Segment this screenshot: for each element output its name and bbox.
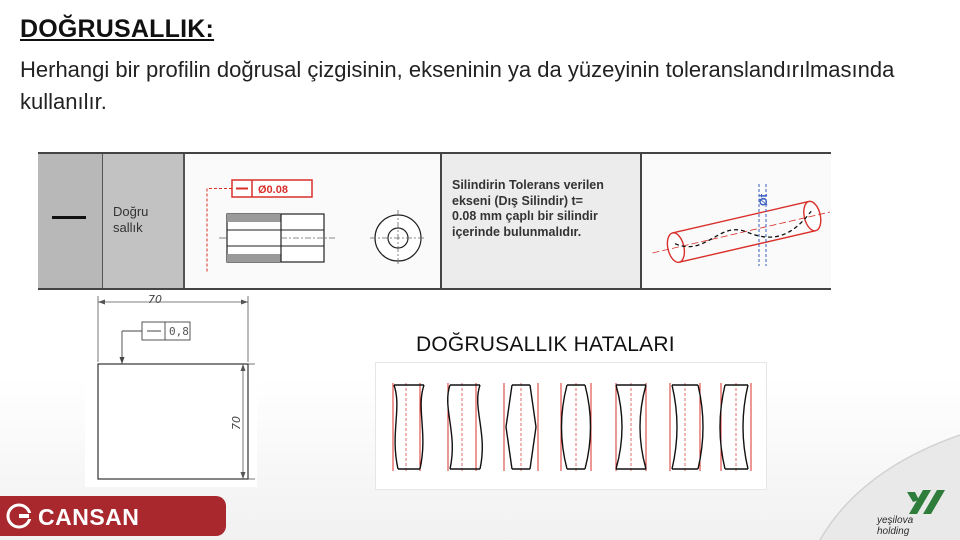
cansan-logo-text: CANSAN — [38, 504, 140, 530]
shaft-drawing — [185, 154, 442, 288]
drawing-cell — [185, 154, 442, 288]
straightness-symbol-icon — [52, 216, 86, 219]
symbol-name-cell — [103, 154, 185, 288]
description-cell — [442, 154, 642, 288]
dimension-side: 70 — [230, 416, 243, 430]
cansan-emblem-icon — [6, 503, 34, 529]
error-profile-1 — [393, 383, 424, 471]
error-profile-7 — [720, 383, 751, 471]
error-profile-3 — [504, 383, 538, 471]
yesilova-logo-text: yeşilova holding — [877, 515, 914, 537]
tolerance-table — [38, 152, 831, 290]
cylinder-cell — [642, 154, 831, 288]
error-profile-5 — [616, 383, 646, 471]
symbol-name: Doğru sallık — [113, 204, 149, 235]
tolerance-value: 0,8 — [169, 325, 189, 338]
error-profile-6 — [670, 383, 703, 471]
slide-subtitle: Herhangi bir profilin doğrusal çizgisinin, ekseninin ya da yüzeyinin toleranslandırılmasında kullanılır. — [20, 57, 895, 114]
cylinder-label: Øt — [758, 193, 770, 206]
yesilova-emblem-icon — [905, 488, 947, 518]
error-profile-2 — [448, 383, 483, 471]
error-profiles-drawing — [376, 363, 766, 489]
tolerance-description: Silindirin Tolerans verilen ekseni (Dış Silindir) t= 0.08 mm çaplı bir silindir içerinde bulunmalıdır. — [452, 178, 604, 239]
error-profile-4 — [561, 383, 591, 471]
straightness-errors-panel — [375, 362, 767, 490]
errors-section-label: DOĞRUSALLIK HATALARI — [416, 333, 675, 356]
symbol-cell — [38, 154, 103, 288]
tolerance-cylinder-drawing — [642, 154, 831, 288]
slide-title: DOĞRUSALLIK: — [20, 15, 215, 43]
dimension-top: 70 — [148, 293, 162, 306]
callout-value: Ø0.08 — [258, 184, 288, 196]
square-drawing — [85, 292, 257, 487]
cansan-logo — [0, 496, 226, 536]
